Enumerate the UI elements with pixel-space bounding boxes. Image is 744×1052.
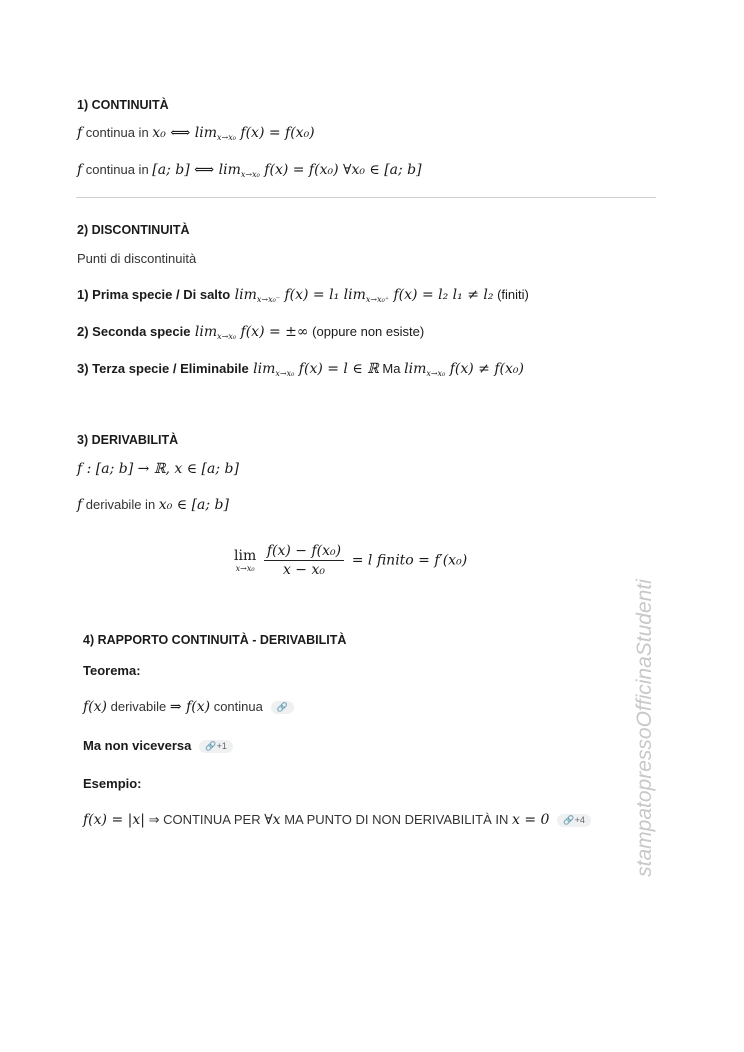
section-title-discontinuita: 2) DISCONTINUITÀ [77, 223, 190, 237]
math: f(x) = l₁ lim [280, 287, 366, 303]
converse-note [83, 738, 233, 753]
text: continua [210, 699, 263, 714]
text: ⇒ CONTINUA PER [144, 812, 265, 827]
lim-text: lim [234, 548, 257, 564]
watermark: stampatopressoOfficinaStudenti [633, 579, 656, 877]
label: 2) Seconda specie [77, 324, 191, 339]
math: f(x) = |x| [83, 812, 145, 828]
fraction [264, 542, 344, 579]
label: 1) Prima specie / Di salto [77, 287, 231, 302]
math: lim [190, 324, 218, 340]
text: derivabile in [82, 497, 159, 512]
math-sub: x→x₀ [275, 369, 295, 378]
math: x₀ ⟺ lim [152, 125, 218, 141]
lim-sub: x→x₀ [235, 564, 255, 573]
discontinuity-first-kind [77, 287, 529, 304]
math: ⇒ f(x) [169, 699, 211, 715]
section-title-continuita: 1) CONTINUITÀ [77, 98, 169, 112]
discontinuity-second-kind [77, 324, 424, 341]
source-link-chip[interactable]: 🔗 [271, 701, 294, 714]
math: f(x) [83, 699, 108, 715]
section-title-derivabilita: 3) DERIVABILITÀ [77, 433, 179, 447]
math: f [77, 125, 83, 141]
math: f [77, 162, 83, 178]
math: = l finito = f′(x₀) [351, 552, 468, 569]
function-domain: f : [a; b] → ℝ, x ∈ [a; b] [77, 461, 239, 477]
section-title-rapporto: 4) RAPPORTO CONTINUITÀ - DERIVABILITÀ [83, 633, 347, 647]
math: lim [248, 361, 276, 377]
denominator: x − x₀ [282, 562, 325, 578]
math-sub: x→x₀ [240, 170, 260, 179]
math: x = 0 [511, 812, 550, 828]
math: lim [404, 361, 427, 377]
math: f [77, 497, 83, 513]
math: f(x) = l₂ l₁ ≠ l₂ [389, 287, 494, 303]
limit [234, 548, 256, 573]
math-sub: x→x₀ [426, 369, 446, 378]
math: f(x) = f(x₀) ∀x₀ ∈ [a; b] [259, 162, 422, 178]
source-link-chip[interactable]: 🔗+4 [557, 814, 590, 827]
continuity-point-definition [77, 125, 315, 142]
math: [a; b] ⟺ lim [152, 162, 241, 178]
text: continua in [82, 162, 153, 177]
numerator: f(x) − f(x₀) [264, 542, 344, 561]
text: Ma [378, 361, 405, 376]
discontinuity-third-kind [77, 361, 524, 378]
continuity-interval-definition [77, 162, 422, 179]
math-sub: x→x₀ [217, 332, 237, 341]
math: f(x) = f(x₀) [235, 125, 315, 141]
text: derivabile [107, 699, 170, 714]
derivative-formula [234, 542, 467, 579]
esempio-label: Esempio: [83, 776, 142, 791]
intro-text: Punti di discontinuità [77, 251, 197, 266]
teorema-label: Teorema: [83, 663, 141, 678]
math: f(x) ≠ f(x₀) [445, 361, 524, 377]
source-link-chip[interactable]: 🔗+1 [199, 740, 232, 753]
note: (finiti) [493, 287, 529, 302]
math: f(x) = ±∞ [236, 324, 309, 340]
math: f(x) = l ∈ ℝ [294, 361, 379, 377]
math-sub: x→x₀⁻ [256, 295, 281, 304]
theorem-statement [83, 699, 294, 715]
text: MA PUNTO DI NON DERIVABILITÀ IN [280, 812, 512, 827]
text: Ma non viceversa [83, 738, 192, 753]
example-statement [83, 812, 591, 828]
note: (oppure non esiste) [308, 324, 425, 339]
divider [76, 197, 656, 198]
text: continua in [82, 125, 153, 140]
label: 3) Terza specie / Eliminabile [77, 361, 249, 376]
math-sub: x→x₀ [217, 133, 236, 142]
math-sub: x→x₀⁺ [365, 295, 390, 304]
math: ∀x [264, 812, 281, 828]
math: lim [230, 287, 257, 303]
math: x₀ ∈ [a; b] [158, 497, 229, 513]
derivability-statement [77, 497, 229, 513]
